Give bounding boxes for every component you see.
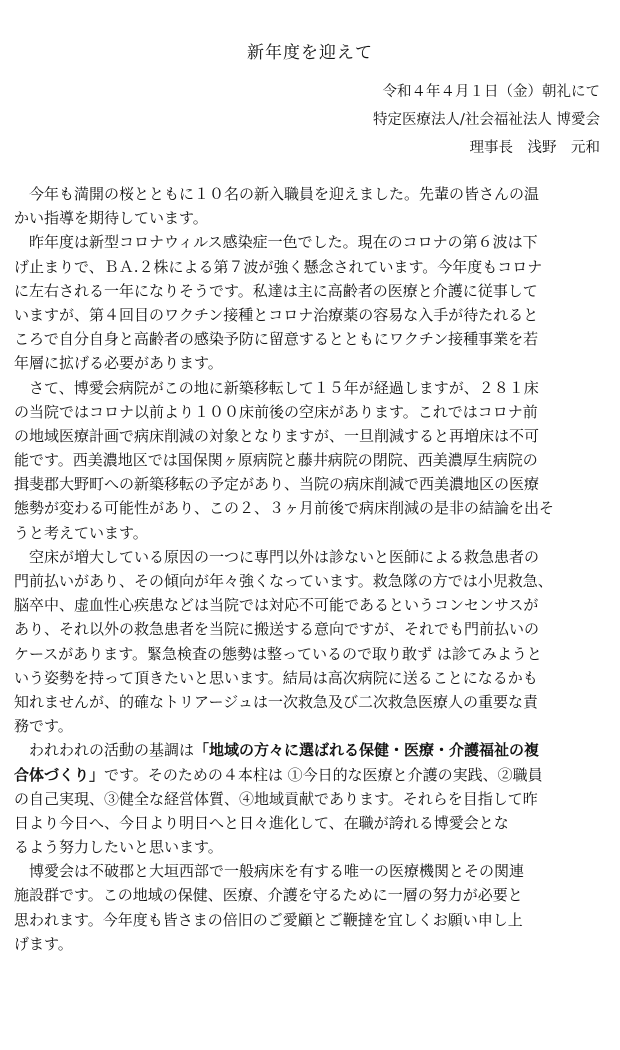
body-line: 能です。西美濃地区では国保関ヶ原病院と藤井病院の閉院、西美濃厚生病院の <box>14 451 538 470</box>
body-line: の地域医療計画で病床削減の対象となりますが、一旦削減すると再増床は不可 <box>14 426 540 445</box>
mission-intro-text: われわれの活動の基調は <box>14 741 195 760</box>
body-line: げ止まりで、ＢＡ.２株による第７波が強く懸念されています。今年度もコロナ <box>14 257 543 276</box>
body-line: さて、博愛会病院がこの地に新築移転して１５年が経過しますが、２８１床 <box>14 378 539 397</box>
body-line: 務です。 <box>14 717 73 736</box>
date-line: 令和４年４月１日（金）朝礼にて <box>382 84 600 100</box>
body-line: に左右される一年になりそうです。私達は主に高齢者の医療と介護に従事して <box>14 281 538 300</box>
body-line: あり、それ以外の救急患者を当院に搬送する意向ですが、それでも門前払いの <box>14 620 540 639</box>
body-line: 脳卒中、虚血性心疾患などは当院では対応不可能であるというコンセンサスが <box>14 596 539 615</box>
mission-statement-bold: 「地域の方々に選ばれる保健・医療・介護福祉の複 <box>194 741 540 760</box>
body-line: 揖斐郡大野町への新築移転の予定があり、当院の病床削減で西美濃地区の医療 <box>14 475 540 494</box>
mission-line <box>14 763 610 787</box>
body-line: 年層に拡げる必要があります。 <box>14 354 223 373</box>
body-line: 博愛会は不破郡と大垣西部で一般病床を有する唯一の医療機関とその関連 <box>14 862 525 881</box>
organization-line: 特定医療法人/社会福祉法人 博愛会 <box>373 112 600 128</box>
body-line: 日より今日へ、今日より明日へと日々進化して、在職が誇れる博愛会とな <box>14 813 509 832</box>
body-line: 空床が増大している原因の一つに専門以外は診ないと医師による救急患者の <box>14 547 540 566</box>
body-line: いう姿勢を持って頂きたいと思います。結局は高次病院に送ることになるかも <box>14 668 538 687</box>
body-line: の当院ではコロナ以前より１００床前後の空床があります。これではコロナ前 <box>14 402 538 421</box>
body-line: ころで自分自身と高齢者の感染予防に留意するとともにワクチン接種事業を若 <box>14 330 539 349</box>
body-line: 昨年度は新型コロナウィルス感染症一色でした。現在のコロナの第６波は下 <box>14 233 538 252</box>
body-line: 門前払いがあり、その傾向が年々強くなっています。救急隊の方では小児救急、 <box>14 572 553 590</box>
body-line: うと考えています。 <box>14 523 148 542</box>
document-title: 新年度を迎えて <box>247 43 373 63</box>
mission-pillars-text: です。そのための４本柱は ①今日的な医療と介護の実践、②職員 <box>104 765 543 784</box>
mission-line <box>14 738 610 762</box>
body-line: るよう努力したいと思います。 <box>14 838 223 857</box>
body-line: 施設群です。この地域の保健、医療、介護を守るために一層の努力が必要と <box>14 886 523 905</box>
body-line: げます。 <box>14 934 73 953</box>
body-line: の自己実現、③健全な経営体質、④地域貢献であります。それらを目指して昨 <box>14 789 538 808</box>
body-line: 思われます。今年度も皆さまの倍旧のご愛顧とご鞭撻を宜しくお願い申し上 <box>14 910 523 929</box>
body-line: 今年も満開の桜とともに１０名の新入職員を迎えました。先輩の皆さんの温 <box>14 185 540 203</box>
mission-statement-bold: 合体づくり」 <box>14 765 105 784</box>
body-line: ケースがあります。緊急検査の態勢は整っているので取り敢ず は診てみようと <box>14 644 542 663</box>
author-line: 理事長 浅野 元和 <box>469 140 600 156</box>
body-text <box>14 182 610 956</box>
body-line: 知れませんが、的確なトリアージュは一次救急及び二次救急医療人の重要な責 <box>14 692 538 711</box>
body-line: 態勢が変わる可能性があり、この２、３ヶ月前後で病床削減の是非の結論を出そ <box>14 499 555 518</box>
body-line: いますが、第４回目のワクチン接種とコロナ治療薬の容易な入手が待たれると <box>14 305 539 324</box>
body-line: かい指導を期待しています。 <box>14 209 208 228</box>
